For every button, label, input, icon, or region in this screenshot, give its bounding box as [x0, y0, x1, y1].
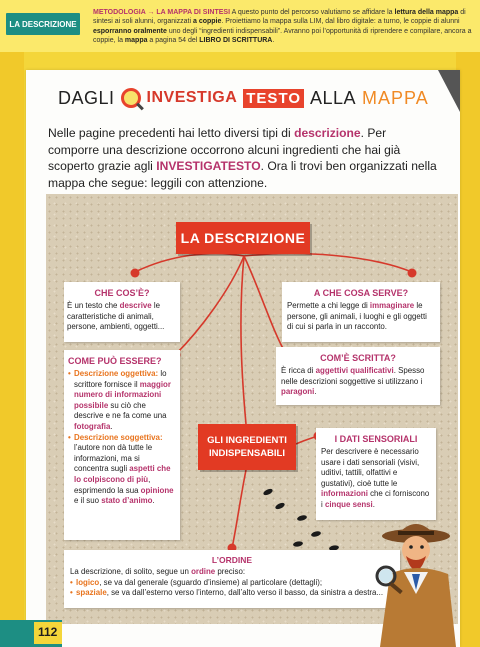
card-come-e-scritta: [276, 347, 440, 405]
card-title: COM’È SCRITTA?: [320, 353, 396, 363]
header-bar: [0, 0, 480, 52]
magnifier-icon: [121, 88, 141, 108]
list-item: • spaziale, se va dall’esterno verso l’interno, dall’alto verso il basso, da sinistra a destra...: [70, 588, 394, 599]
teacher-note: METODOLOGIA → LA MAPPA DI SINTESI A questo punto del percorso valutiamo se affidare la lettura della mappa di sintesi ai soli alunni, organizzati a coppie. Proiettiamo la mappa sulla LIM, dal libro digitale: a turno, le coppie di alunni esporranno oralmente uno degli “ingredienti indispensabili”. Avranno poi l’opportunità di riprendere e compilare, ancora a coppie, la mappa a pagina 54 del LIBRO DI SCRITTURA.: [93, 9, 472, 44]
card-list: [68, 369, 176, 507]
map-center-box: LA DESCRIZIONE: [176, 222, 310, 254]
list-item: • Descrizione oggettiva: lo scrittore fornisce il maggior numero di informazioni possibile su ciò che descrive e ne fa come una fotografia.: [68, 369, 176, 433]
title-part-mappa: MAPPA: [362, 87, 429, 108]
section-tag: LA DESCRIZIONE: [6, 13, 80, 35]
list-item: • Descrizione soggettiva: l’autore non dà tutte le informazioni, ma si concentra sugli aspetti che lo colpiscono di più, esprimendo la sua opinione e il suo stato d’animo.: [68, 433, 176, 507]
ingredients-box: GLI INGREDIENTI INDISPENSABILI: [198, 424, 296, 470]
card-title: I DATI SENSORIALI: [334, 434, 418, 444]
detective-illustration: [372, 514, 460, 647]
title-part-alla: ALLA: [310, 87, 357, 108]
title-part-investiga: INVESTIGA: [146, 89, 238, 106]
page-number-tab: [0, 620, 62, 647]
card-list: [70, 578, 394, 599]
card-title: A CHE COSA SERVE?: [313, 288, 409, 298]
card-intro: La descrizione, di solito, segue un ordine preciso:: [70, 567, 246, 576]
card-a-che-cosa-serve: [282, 282, 440, 342]
card-come-puo-essere: [64, 350, 180, 540]
card-ordine: [64, 550, 400, 608]
card-title: L’ORDINE: [211, 555, 253, 565]
card-title: CHE COS’È?: [94, 288, 150, 298]
page-number: 112: [38, 625, 58, 639]
page-corner: [438, 70, 460, 112]
list-item: • logico, se va dal generale (sguardo d’insieme) al particolare (dettagli);: [70, 578, 394, 589]
left-strip: [0, 52, 24, 647]
card-che-cose: [64, 282, 180, 342]
card-body: È ricca di aggettivi qualificativi. Spesso nelle descrizioni soggettive si utilizzano i paragoni.: [281, 366, 425, 397]
card-title: COME PUÒ ESSERE?: [68, 356, 162, 366]
card-body: Permette a chi legge di immaginare le persone, gli animali, i luoghi e gli oggetti di cui si parla in un racconto.: [287, 301, 427, 332]
page-title: [58, 86, 429, 110]
card-dati-sensoriali: [316, 428, 436, 520]
title-part-testo: TESTO: [243, 89, 304, 108]
card-body: Per descrivere è necessario usare i dati sensoriali (visivi, uditivi, tattili, olfattivi e gustativi), cioè tutte le informazioni che ci forniscono i cinque sensi.: [321, 447, 430, 509]
intro-text: Nelle pagine precedenti hai letto diversi tipi di descrizione. Per comporre una descrizione occorrono alcuni ingredienti che hai già scoperto grazie agli INVESTIGATESTO. Ora li trovi ben organizzati nella mappa che segue: leggili con attenzione.: [48, 126, 437, 190]
card-body: È un testo che descrive le caratteristiche di animali, persone, ambienti, oggetti...: [67, 301, 165, 332]
title-part-dagli: DAGLI: [58, 87, 115, 108]
